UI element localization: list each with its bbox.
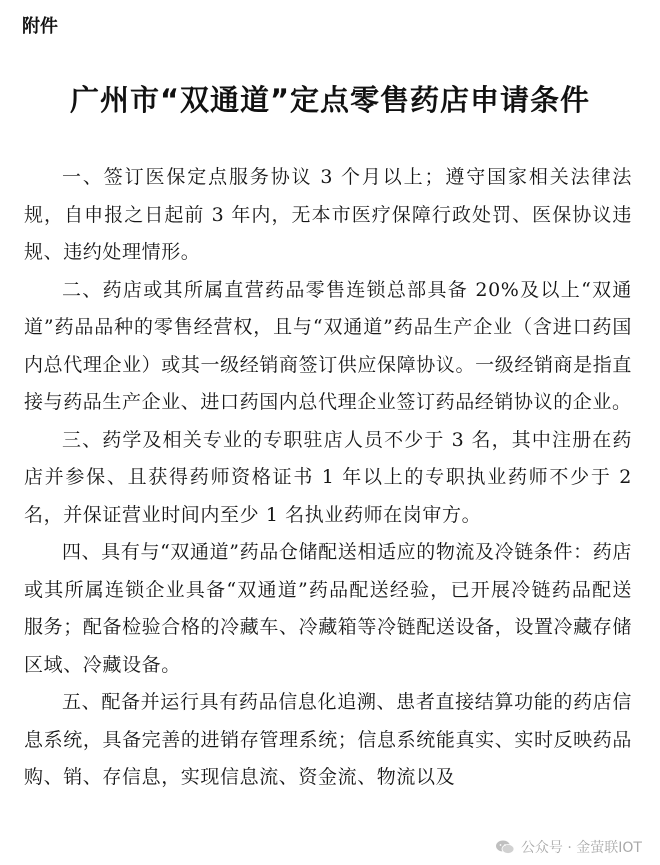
paragraph-4: 四、具有与“双通道”药品仓储配送相适应的物流及冷链条件：药店或其所属连锁企业具备“双通道”药品配送经验，已开展冷链药品配送服务；配备检验合格的冷藏车、冷藏箱等冷链配送设备，设置冷藏存储区域、冷藏设备。	[24, 541, 632, 676]
paragraph-3: 三、药学及相关专业的专职驻店人员不少于 3 名，其中注册在药店并参保、且获得药师资格证书 1 年以上的专职执业药师不少于 2 名，并保证营业时间内至少 1 名执业药师在岗审方。	[24, 428, 632, 526]
attachment-label: 附件	[22, 16, 58, 37]
paragraph-2: 二、药店或其所属直营药品零售连锁总部具备 20%及以上“双通道”药品品种的零售经营权，且与“双通道”药品生产企业（含进口药国内总代理企业）或其一级经销商签订供应保障协议。一级经销商是指直接与药品生产企业、进口药国内总代理企业签订药品经销协议的企业。	[24, 278, 632, 413]
watermark	[495, 837, 642, 857]
wechat-icon	[495, 839, 515, 855]
paragraph-5: 五、配备并运行具有药品信息化追溯、患者直接结算功能的药店信息系统，具备完善的进销存管理系统；信息系统能真实、实时反映药品购、销、存信息，实现信息流、资金流、物流以及	[24, 691, 632, 788]
paragraph-1: 一、签订医保定点服务协议 3 个月以上；遵守国家相关法律法规，自申报之日起前 3 年内，无本市医疗保障行政处罚、医保协议违规、违约处理情形。	[24, 166, 632, 263]
watermark-text: 公众号 · 金萤联IOT	[520, 840, 642, 856]
document-body	[24, 159, 632, 797]
document-title: 广州市“双通道”定点零售药店申请条件	[69, 83, 591, 117]
